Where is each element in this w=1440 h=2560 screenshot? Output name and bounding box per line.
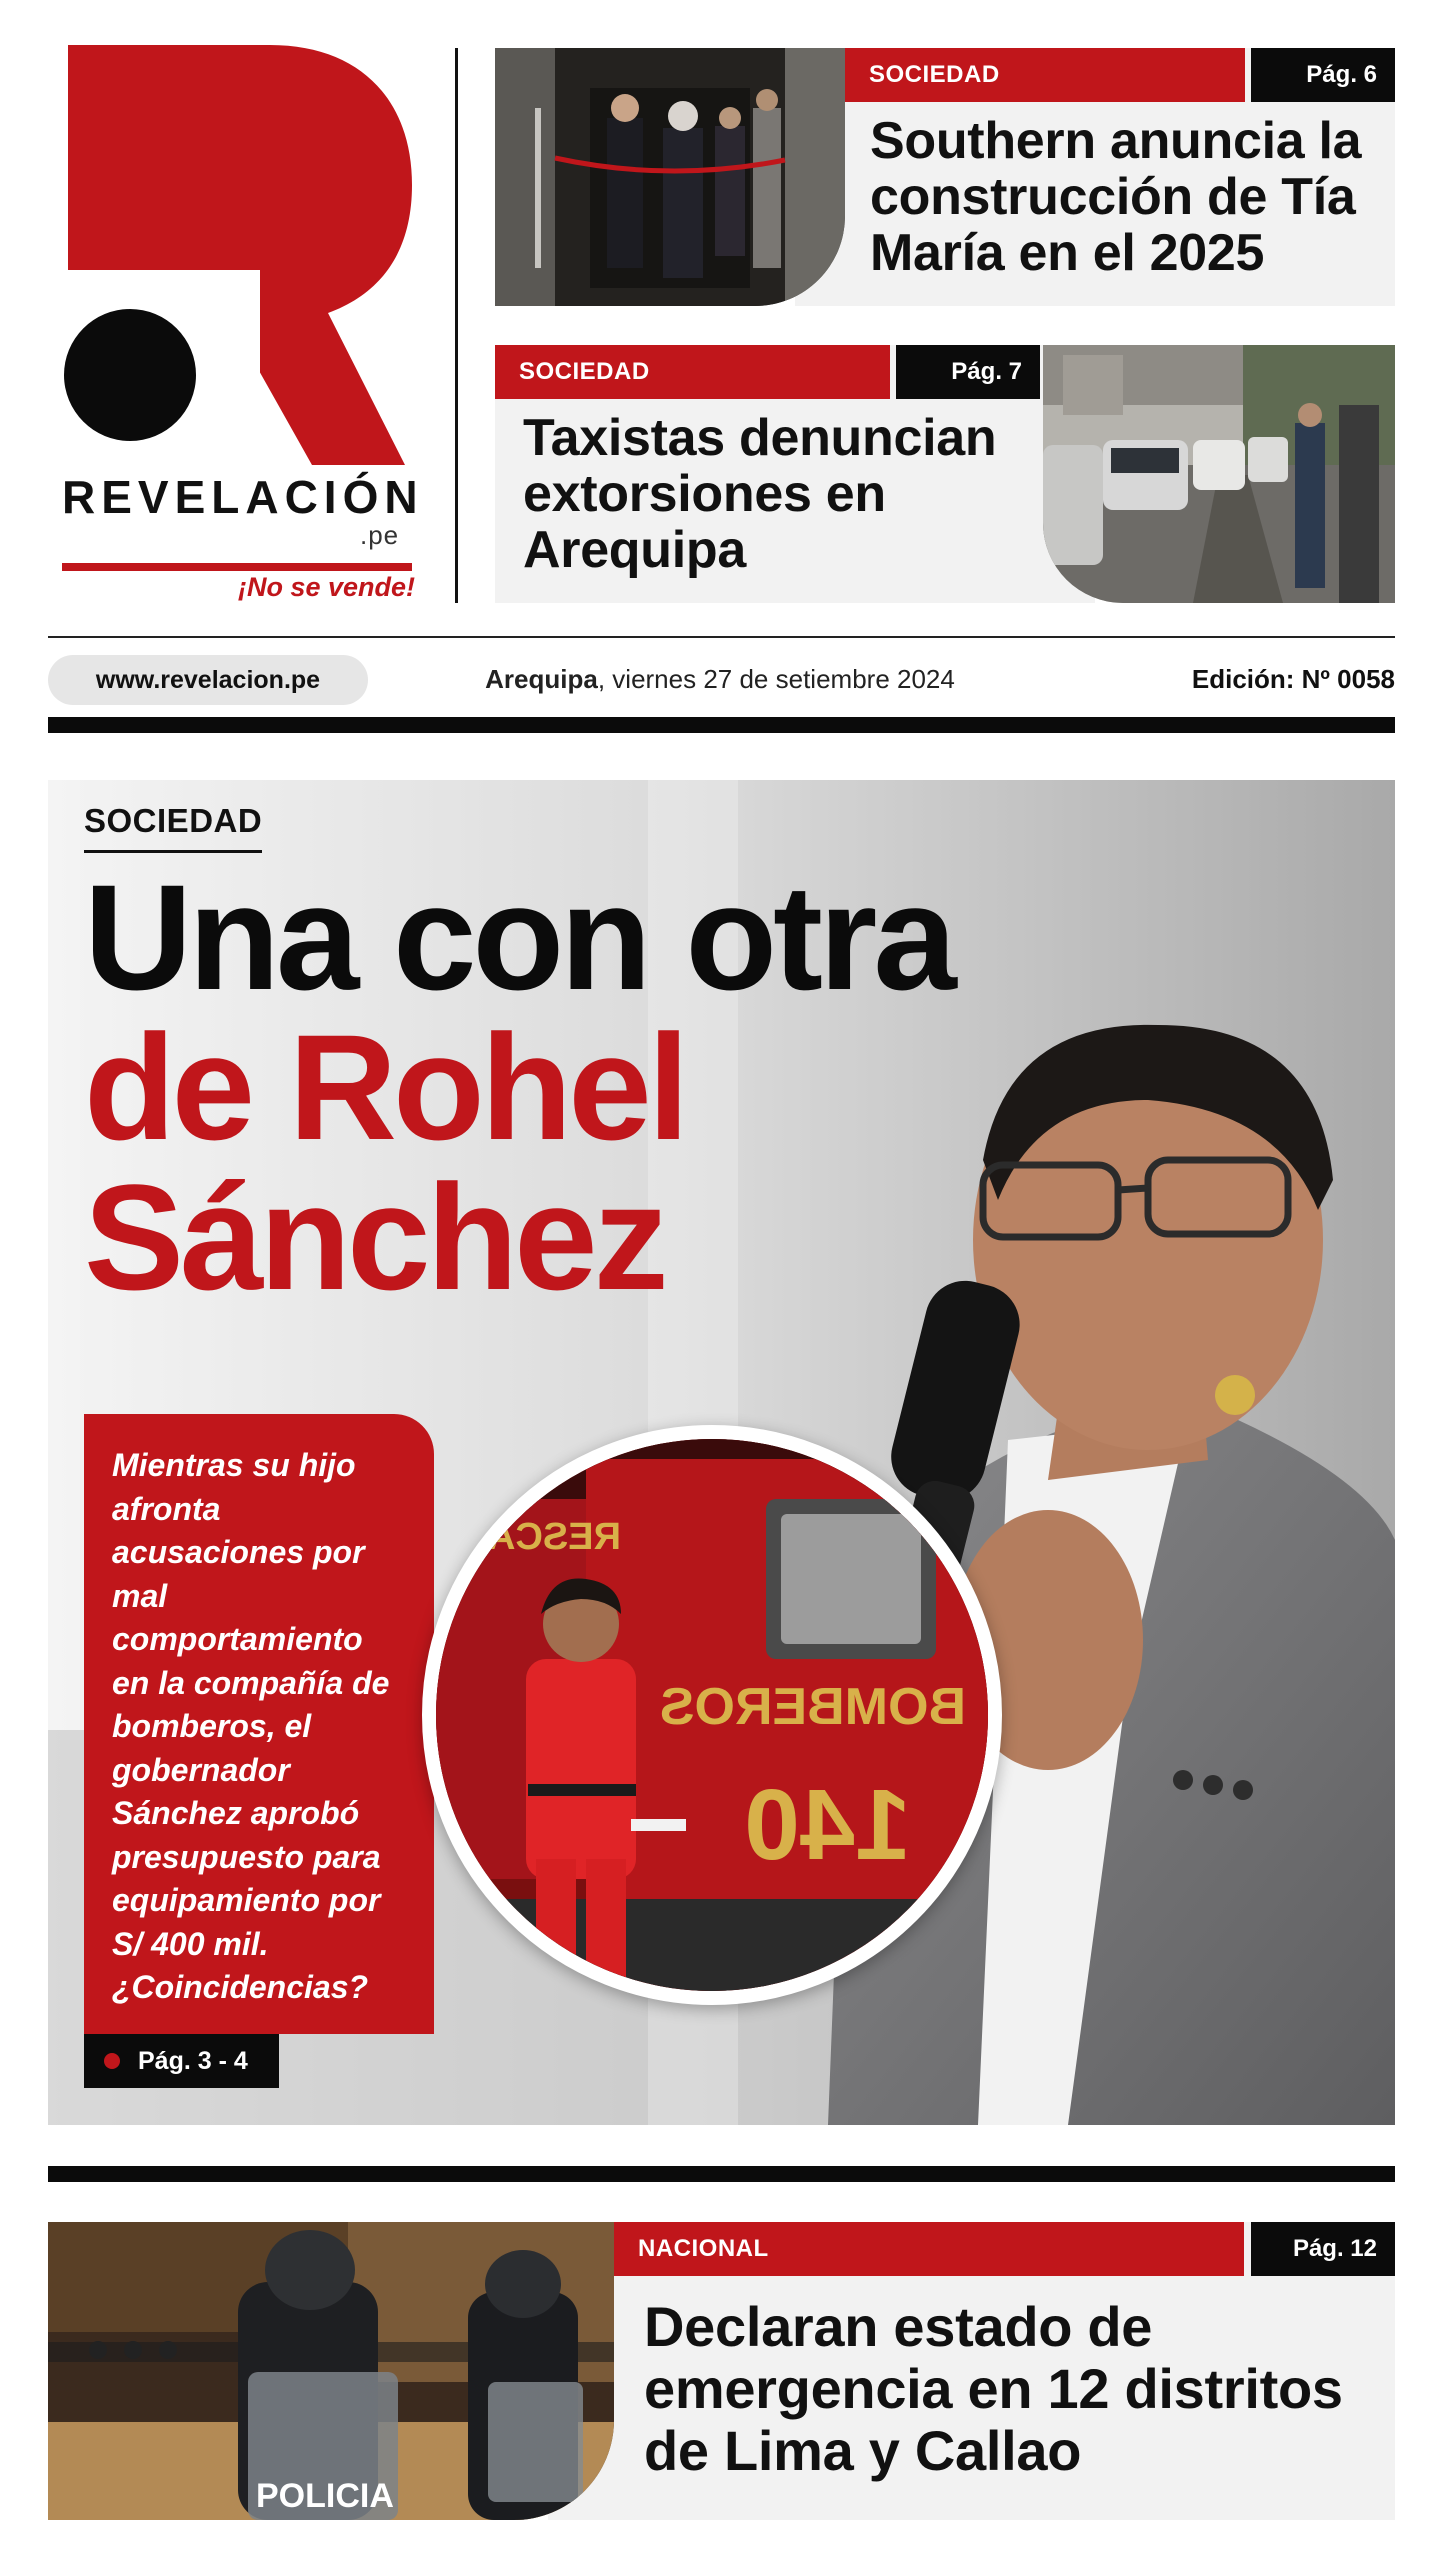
taxi-street-photo[interactable] — [1043, 345, 1395, 603]
brand-slogan: ¡No se vende! — [237, 572, 415, 602]
brand-name: REVELACIÓN — [62, 471, 424, 523]
story-headline[interactable]: Southern anuncia la construcción de Tía María en el 2025 — [870, 112, 1362, 282]
dateline-date: , viernes 27 de setiembre 2024 — [597, 664, 955, 694]
logo-black-dot — [64, 309, 196, 441]
hero-story[interactable] — [48, 780, 1395, 2125]
hero-headline-line-1[interactable]: Una con otra — [84, 853, 953, 1021]
hero-page-label: Pág. 3 - 4 — [138, 2046, 248, 2075]
brand-tld: .pe — [360, 520, 400, 550]
page-reference[interactable]: Pág. 6 — [1251, 48, 1395, 102]
hero-deck-box — [84, 1414, 434, 2034]
section-tag: SOCIEDAD — [845, 48, 1245, 102]
hero-page-reference[interactable] — [84, 2034, 279, 2088]
firefighter-photo[interactable] — [422, 1425, 1002, 2005]
truck-bomberos-text: BOMBEROS — [659, 1678, 966, 1736]
revelacion-logo[interactable] — [60, 45, 420, 465]
top-story-1[interactable] — [495, 48, 1395, 306]
section-tag: SOCIEDAD — [495, 345, 890, 399]
masthead-divider — [455, 48, 458, 603]
dateline-city: Arequipa — [485, 664, 598, 694]
website-link[interactable]: www.revelacion.pe — [48, 655, 368, 705]
police-photo[interactable] — [48, 2222, 614, 2520]
page-reference[interactable]: Pág. 12 — [1251, 2222, 1395, 2276]
top-story-2[interactable] — [495, 345, 1395, 603]
section-rule — [48, 2166, 1395, 2182]
page-reference[interactable]: Pág. 7 — [896, 345, 1040, 399]
ribbon-cutting-photo[interactable] — [495, 48, 845, 306]
story-headline[interactable]: Taxistas denuncian extorsiones en Arequipa — [523, 409, 997, 579]
truck-number-text: 140 — [744, 1769, 911, 1881]
hero-headline-line-3[interactable]: Sánchez — [84, 1153, 665, 1321]
bottom-story[interactable] — [48, 2222, 1395, 2520]
dateline — [380, 664, 1060, 695]
police-shield-text: POLICIA — [256, 2477, 394, 2515]
date-bar-rule — [48, 717, 1395, 733]
hero-section-label: SOCIEDAD — [84, 802, 262, 853]
hero-headline-line-2[interactable]: de Rohel — [84, 1003, 686, 1171]
story-headline[interactable]: Declaran estado de emergencia en 12 distritos de Lima y Callao — [644, 2295, 1343, 2482]
edition-number: Edición: Nº 0058 — [1191, 664, 1395, 694]
header-rule — [48, 636, 1395, 638]
bullet-dot-icon — [104, 2053, 120, 2069]
truck-rescue-text: RESCATE — [442, 1516, 621, 1558]
brand-underline — [62, 563, 412, 571]
section-tag: NACIONAL — [614, 2222, 1244, 2276]
hero-deck-text: Mientras su hijo afronta acusaciones por mal comportamiento en la compañía de bomberos, el gobernador Sánchez aprobó presupuesto para equipamiento por S/ 400 mil. ¿Coincidencias? — [112, 1447, 390, 2005]
